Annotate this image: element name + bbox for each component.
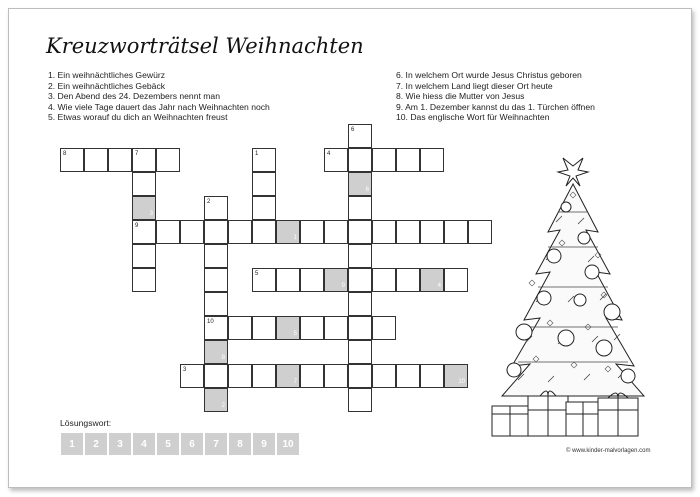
solution-cell[interactable]: 2 — [84, 432, 108, 456]
solution-marker: 1 — [293, 235, 297, 241]
crossword-cell[interactable] — [252, 268, 276, 292]
solution-cell[interactable]: 5 — [156, 432, 180, 456]
clue-number: 4 — [327, 151, 331, 157]
clue-10: 10. Das englische Wort für Weihnachten — [396, 112, 550, 123]
solution-cell[interactable]: 3 — [108, 432, 132, 456]
solution-cell[interactable]: 4 — [132, 432, 156, 456]
crossword-cell[interactable] — [132, 244, 156, 268]
crossword-cell[interactable] — [324, 220, 348, 244]
crossword-cell[interactable] — [156, 220, 180, 244]
crossword-cell[interactable] — [372, 364, 396, 388]
solution-marker: 5 — [293, 331, 297, 337]
crossword-cell[interactable] — [300, 268, 324, 292]
solution-marker: 8 — [221, 355, 225, 361]
crossword-cell[interactable] — [348, 268, 372, 292]
crossword-cell[interactable] — [348, 124, 372, 148]
clue-9: 9. Am 1. Dezember kannst du das 1. Türchen öffnen — [396, 101, 595, 112]
crossword-cell[interactable] — [252, 316, 276, 340]
crossword-cell[interactable] — [132, 268, 156, 292]
crossword-cell[interactable] — [204, 268, 228, 292]
crossword-solution-cell[interactable] — [132, 196, 156, 220]
crossword-cell[interactable] — [396, 364, 420, 388]
crossword-cell[interactable] — [252, 220, 276, 244]
crossword-cell[interactable] — [156, 148, 180, 172]
clue-3: 3. Den Abend des 24. Dezembers nennt man — [48, 91, 220, 102]
crossword-cell[interactable] — [396, 148, 420, 172]
crossword-cell[interactable] — [300, 364, 324, 388]
crossword-cell[interactable] — [60, 148, 84, 172]
solution-marker: 7 — [293, 379, 297, 385]
crossword-cell[interactable] — [300, 220, 324, 244]
crossword-cell[interactable] — [180, 220, 204, 244]
crossword-cell[interactable] — [348, 148, 372, 172]
crossword-cell[interactable] — [204, 220, 228, 244]
crossword-cell[interactable] — [348, 364, 372, 388]
clue-4: 4. Wie viele Tage dauert das Jahr nach Weihnachten noch — [48, 101, 270, 112]
crossword-cell[interactable] — [252, 172, 276, 196]
crossword-cell[interactable] — [204, 292, 228, 316]
crossword-cell[interactable] — [444, 220, 468, 244]
crossword-cell[interactable] — [300, 316, 324, 340]
crossword-cell[interactable] — [348, 196, 372, 220]
clue-5: 5. Etwas worauf du dich an Weihnachten freust — [48, 112, 228, 123]
crossword-cell[interactable] — [348, 316, 372, 340]
crossword-cell[interactable] — [180, 364, 204, 388]
solution-marker: 2 — [221, 403, 225, 409]
solution-cell[interactable]: 1 — [60, 432, 84, 456]
crossword-solution-cell[interactable] — [324, 268, 348, 292]
crossword-cell[interactable] — [228, 316, 252, 340]
clue-number: 7 — [135, 151, 139, 157]
clue-number: 6 — [351, 127, 355, 133]
crossword-solution-cell[interactable] — [276, 316, 300, 340]
christmas-tree-illustration — [488, 152, 658, 444]
clue-7: 7. In welchem Land liegt dieser Ort heute — [396, 80, 553, 91]
crossword-cell[interactable] — [420, 220, 444, 244]
solution-marker: 10 — [458, 379, 465, 385]
crossword-cell[interactable] — [252, 148, 276, 172]
clue-8: 8. Wie hiess die Mutter von Jesus — [396, 91, 525, 102]
crossword-cell[interactable] — [348, 340, 372, 364]
crossword-solution-cell[interactable] — [276, 364, 300, 388]
clue-number: 5 — [255, 271, 259, 277]
solution-cell[interactable]: 7 — [204, 432, 228, 456]
clue-number: 1 — [255, 151, 259, 157]
crossword-cell[interactable] — [108, 148, 132, 172]
clue-number: 10 — [207, 319, 214, 325]
crossword-cell[interactable] — [204, 196, 228, 220]
crossword-solution-cell[interactable] — [276, 220, 300, 244]
crossword-cell[interactable] — [84, 148, 108, 172]
solution-label: Lösungswort: — [60, 418, 112, 428]
solution-cell[interactable]: 10 — [276, 432, 300, 456]
crossword-cell[interactable] — [396, 220, 420, 244]
crossword-cell[interactable] — [348, 388, 372, 412]
crossword-cell[interactable] — [228, 220, 252, 244]
clue-number: 9 — [135, 223, 139, 229]
clue-number: 8 — [63, 151, 67, 157]
crossword-solution-cell[interactable] — [204, 340, 228, 364]
clue-number: 2 — [207, 199, 211, 205]
solution-marker: 6 — [365, 187, 369, 193]
crossword-cell[interactable] — [204, 316, 228, 340]
crossword-cell[interactable] — [444, 268, 468, 292]
crossword-cell[interactable] — [132, 148, 156, 172]
solution-marker: 3 — [149, 211, 153, 217]
clue-6: 6. In welchem Ort wurde Jesus Christus geboren — [396, 70, 582, 80]
solution-cell[interactable]: 8 — [228, 432, 252, 456]
crossword-cell[interactable] — [348, 220, 372, 244]
crossword-cell[interactable] — [132, 172, 156, 196]
crossword-cell[interactable] — [228, 364, 252, 388]
solution-marker: 9 — [341, 283, 345, 289]
clue-number: 3 — [183, 367, 187, 373]
crossword-cell[interactable] — [204, 364, 228, 388]
crossword-solution-cell[interactable] — [348, 172, 372, 196]
crossword-cell[interactable] — [372, 316, 396, 340]
copyright-credit: © www.kinder-malvorlagen.com — [566, 448, 651, 454]
solution-cell[interactable]: 6 — [180, 432, 204, 456]
solution-marker: 4 — [437, 283, 441, 289]
crossword-cell[interactable] — [252, 196, 276, 220]
crossword-cell[interactable] — [324, 148, 348, 172]
crossword-cell[interactable] — [372, 268, 396, 292]
crossword-cell[interactable] — [420, 148, 444, 172]
crossword-cell[interactable] — [372, 148, 396, 172]
solution-cell[interactable]: 9 — [252, 432, 276, 456]
clue-2: 2. Ein weihnächtliches Gebäck — [48, 80, 166, 91]
crossword-cell[interactable] — [252, 364, 276, 388]
crossword-cell[interactable] — [348, 244, 372, 268]
crossword-cell[interactable] — [204, 244, 228, 268]
crossword-cell[interactable] — [420, 364, 444, 388]
crossword-cell[interactable] — [132, 220, 156, 244]
crossword-solution-cell[interactable] — [420, 268, 444, 292]
crossword-cell[interactable] — [324, 316, 348, 340]
crossword-cell[interactable] — [372, 220, 396, 244]
clue-1: 1. Ein weihnächtliches Gewürz — [48, 70, 166, 80]
crossword-cell[interactable] — [396, 268, 420, 292]
solution-row — [60, 432, 300, 456]
crossword-solution-cell[interactable] — [204, 388, 228, 412]
crossword-cell[interactable] — [324, 364, 348, 388]
crossword-cell[interactable] — [348, 292, 372, 316]
page-title: Kreuzworträtsel Weihnachten — [46, 34, 364, 58]
crossword-solution-cell[interactable] — [444, 364, 468, 388]
crossword-cell[interactable] — [276, 268, 300, 292]
